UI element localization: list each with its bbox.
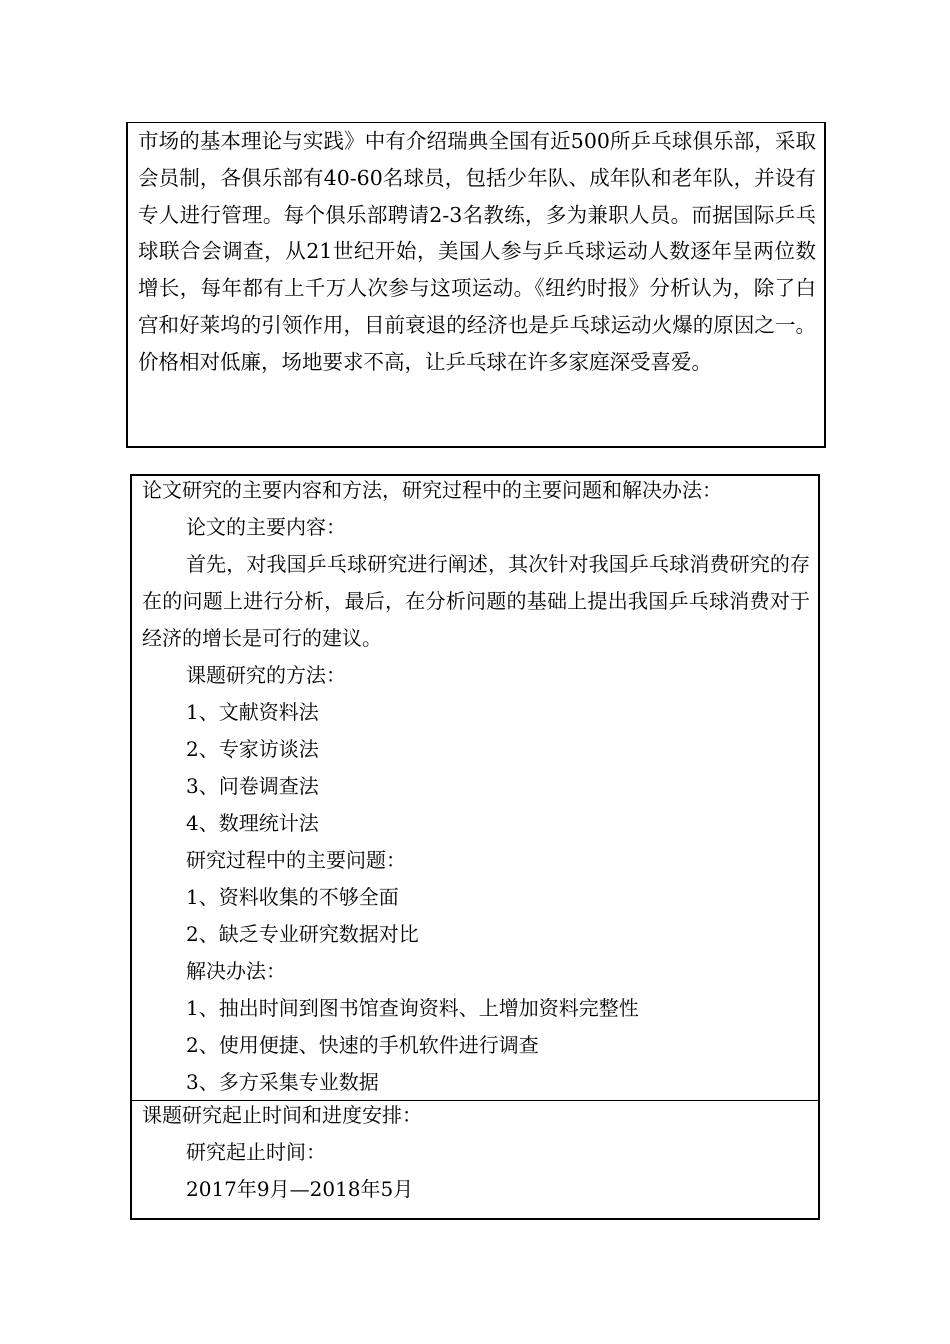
content-paragraph: 首先，对我国乒乓球研究进行阐述，其次针对我国乒乓球消费研究的存在的问题上进行分析，最后，在分析问题的基础上提出我国乒乓球消费对于经济的增长是可行的建议。: [142, 552, 810, 650]
schedule-heading: 课题研究起止时间和进度安排：: [142, 1103, 422, 1127]
period-value: 2017年9月—2018年5月: [186, 1177, 414, 1201]
research-plan-table: [130, 474, 820, 1220]
solution-item: 3、多方采集专业数据: [186, 1070, 379, 1094]
solution-item: 2、使用便捷、快速的手机软件进行调查: [186, 1033, 539, 1057]
period-label: 研究起止时间：: [186, 1140, 326, 1164]
method-item: 3、问卷调查法: [186, 774, 319, 798]
content-methods-cell: [132, 476, 818, 1101]
background-paragraph: 市场的基本理论与实践》中有介绍瑞典全国有近500所乒乓球俱乐部，采取会员制，各俱乐部有40-60名球员，包括少年队、成年队和老年队，并设有专人进行管理。每个俱乐部聘请2-3名教练，多为兼职人员。而据国际乒乓球联合会调查，从21世纪开始，美国人参与乒乓球运动人数逐年呈两位数增长，每年都有上千万人次参与这项运动。《纽约时报》分析认为，除了白宫和好莱坞的引领作用，目前衰退的经济也是乒乓球运动火爆的原因之一。价格相对低廉，场地要求不高，让乒乓球在许多家庭深受喜爱。: [138, 129, 816, 374]
schedule-cell: [132, 1101, 818, 1218]
continued-text-box: [126, 122, 826, 448]
solutions-label: 解决办法：: [186, 959, 286, 983]
problem-item: 2、缺乏专业研究数据对比: [186, 922, 419, 946]
methods-label: 课题研究的方法：: [186, 663, 346, 687]
method-item: 4、数理统计法: [186, 811, 319, 835]
content-methods-heading: 论文研究的主要内容和方法，研究过程中的主要问题和解决办法：: [142, 478, 722, 502]
problem-item: 1、资料收集的不够全面: [186, 885, 399, 909]
method-item: 1、文献资料法: [186, 700, 319, 724]
method-item: 2、专家访谈法: [186, 737, 319, 761]
problems-label: 研究过程中的主要问题：: [186, 848, 406, 872]
content-label: 论文的主要内容：: [186, 515, 346, 539]
solution-item: 1、抽出时间到图书馆查询资料、上增加资料完整性: [186, 996, 639, 1020]
